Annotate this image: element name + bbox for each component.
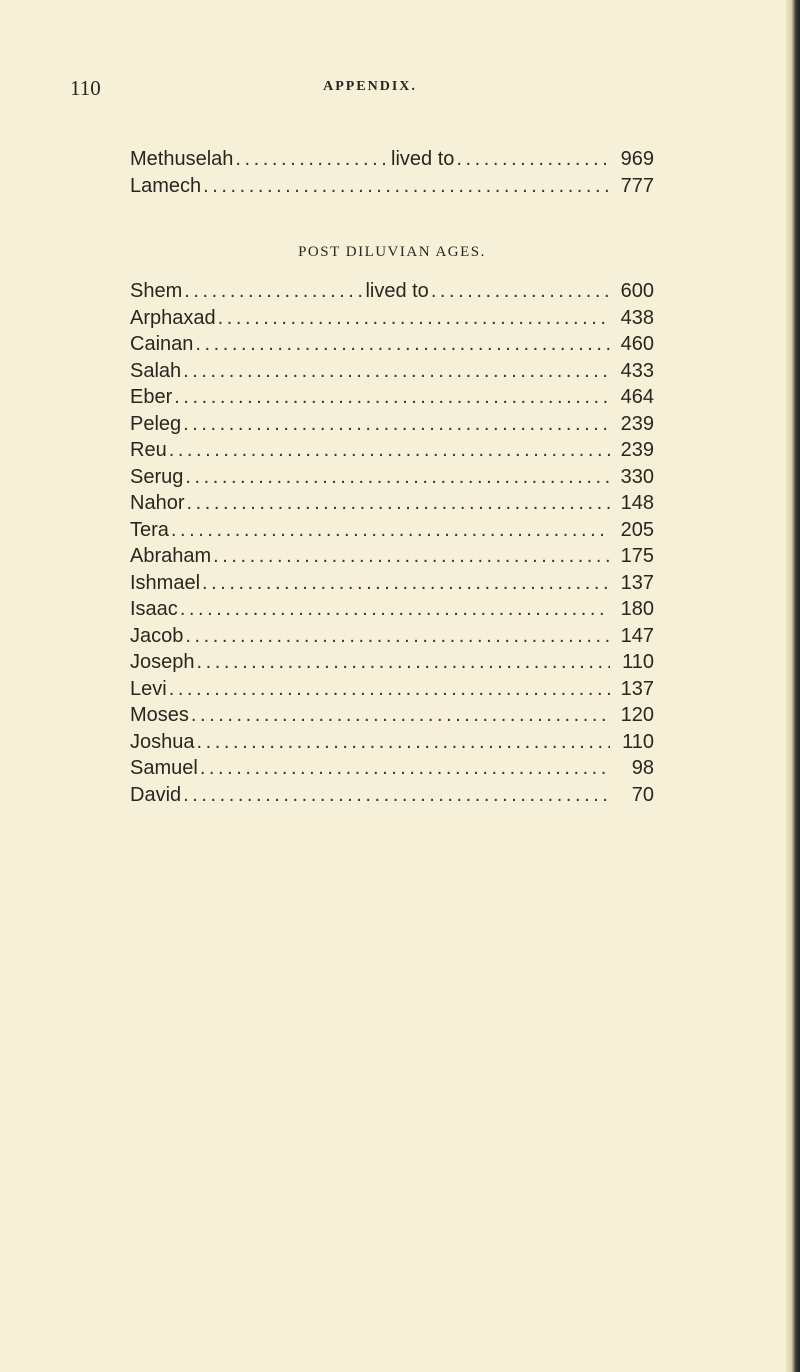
dot-leader bbox=[171, 517, 610, 544]
age-entry-row bbox=[130, 173, 654, 200]
person-name: Salah bbox=[130, 359, 182, 382]
person-name: Samuel bbox=[130, 757, 198, 779]
age-entry-row bbox=[130, 596, 654, 623]
person-name: Cainan bbox=[130, 333, 194, 355]
age-value: 98 bbox=[631, 757, 654, 779]
age-entry-row bbox=[130, 437, 654, 464]
age-entry-row bbox=[130, 755, 654, 782]
age-value: 148 bbox=[620, 492, 654, 514]
person-name: Joseph bbox=[130, 651, 195, 673]
person-name: Joshua bbox=[130, 730, 195, 753]
page-number: 110 bbox=[70, 76, 101, 100]
age-value: 438 bbox=[620, 306, 654, 329]
postdiluvian-ages-list bbox=[130, 278, 654, 808]
person-name: Nahor bbox=[130, 492, 185, 514]
age-entry-row bbox=[130, 702, 654, 729]
age-entry-row bbox=[130, 649, 654, 676]
person-name: Arphaxad bbox=[130, 306, 216, 329]
person-name: Methuselah bbox=[130, 148, 234, 170]
age-entry-row bbox=[130, 278, 654, 305]
person-name: Reu bbox=[130, 439, 167, 461]
age-entry-row bbox=[130, 490, 654, 517]
age-entry-row bbox=[130, 543, 654, 570]
person-name: Jacob bbox=[130, 624, 184, 647]
dot-leader bbox=[174, 384, 610, 411]
age-entry-row bbox=[130, 331, 654, 358]
person-name: David bbox=[130, 783, 182, 806]
age-value: 137 bbox=[620, 677, 654, 700]
age-entry-row bbox=[130, 570, 654, 597]
person-name: Shem bbox=[130, 280, 183, 302]
age-entry-row bbox=[130, 411, 654, 438]
dot-leader bbox=[183, 782, 610, 809]
age-entry-row bbox=[130, 384, 654, 411]
age-value: 460 bbox=[620, 333, 654, 355]
age-entry-row bbox=[130, 464, 654, 491]
dot-leader bbox=[202, 570, 610, 597]
dot-leader bbox=[169, 676, 610, 703]
person-name: Abraham bbox=[130, 545, 212, 567]
dot-leader bbox=[197, 729, 611, 756]
age-entry-row bbox=[130, 676, 654, 703]
dot-leader bbox=[169, 437, 610, 464]
dot-leader bbox=[213, 543, 610, 570]
age-value: 239 bbox=[620, 412, 654, 435]
age-value: 433 bbox=[620, 359, 654, 382]
dot-leader bbox=[218, 305, 610, 332]
age-value: 330 bbox=[620, 465, 654, 488]
dot-leader bbox=[200, 755, 610, 782]
age-value: 110 bbox=[622, 730, 654, 753]
lived-to-phrase: lived to bbox=[365, 280, 429, 302]
age-value: 175 bbox=[620, 545, 654, 567]
person-name: Tera bbox=[130, 518, 169, 541]
dot-leader bbox=[185, 623, 610, 650]
age-value: 464 bbox=[620, 386, 654, 408]
section-heading: POST DILUVIAN AGES. bbox=[298, 244, 486, 260]
running-title: APPENDIX. bbox=[323, 79, 417, 94]
person-name: Lamech bbox=[130, 174, 202, 197]
age-value: 120 bbox=[620, 704, 654, 726]
age-value: 110 bbox=[622, 651, 654, 673]
person-name: Isaac bbox=[130, 598, 178, 620]
person-name: Ishmael bbox=[130, 571, 201, 594]
dot-leader bbox=[183, 358, 610, 385]
age-value: 969 bbox=[620, 148, 654, 170]
age-value: 180 bbox=[620, 598, 654, 620]
dot-leader bbox=[186, 490, 610, 517]
dot-leader bbox=[180, 596, 610, 623]
dot-leader bbox=[185, 464, 610, 491]
dot-leader bbox=[235, 146, 389, 173]
age-value: 137 bbox=[620, 571, 654, 594]
dot-leader bbox=[203, 173, 610, 200]
dot-leader bbox=[431, 278, 610, 305]
dot-leader bbox=[191, 702, 610, 729]
age-value: 205 bbox=[620, 518, 654, 541]
person-name: Levi bbox=[130, 677, 167, 700]
antediluvian-ages-list bbox=[130, 146, 654, 199]
dot-leader bbox=[195, 331, 610, 358]
age-entry-row bbox=[130, 782, 654, 809]
dot-leader bbox=[197, 649, 611, 676]
running-head bbox=[70, 76, 670, 100]
age-entry-row bbox=[130, 623, 654, 650]
book-spine-edge bbox=[786, 0, 800, 1372]
age-value: 239 bbox=[620, 439, 654, 461]
person-name: Peleg bbox=[130, 412, 182, 435]
age-value: 147 bbox=[620, 624, 654, 647]
age-value: 600 bbox=[620, 280, 654, 302]
age-entry-row bbox=[130, 305, 654, 332]
age-entry-row bbox=[130, 358, 654, 385]
person-name: Eber bbox=[130, 386, 173, 408]
person-name: Moses bbox=[130, 704, 189, 726]
dot-leader bbox=[184, 278, 363, 305]
age-entry-row bbox=[130, 146, 654, 173]
age-entry-row bbox=[130, 729, 654, 756]
age-entry-row bbox=[130, 517, 654, 544]
dot-leader bbox=[456, 146, 610, 173]
age-value: 777 bbox=[620, 174, 654, 197]
person-name: Serug bbox=[130, 465, 184, 488]
age-value: 70 bbox=[631, 783, 654, 806]
dot-leader bbox=[183, 411, 610, 438]
lived-to-phrase: lived to bbox=[391, 148, 455, 170]
